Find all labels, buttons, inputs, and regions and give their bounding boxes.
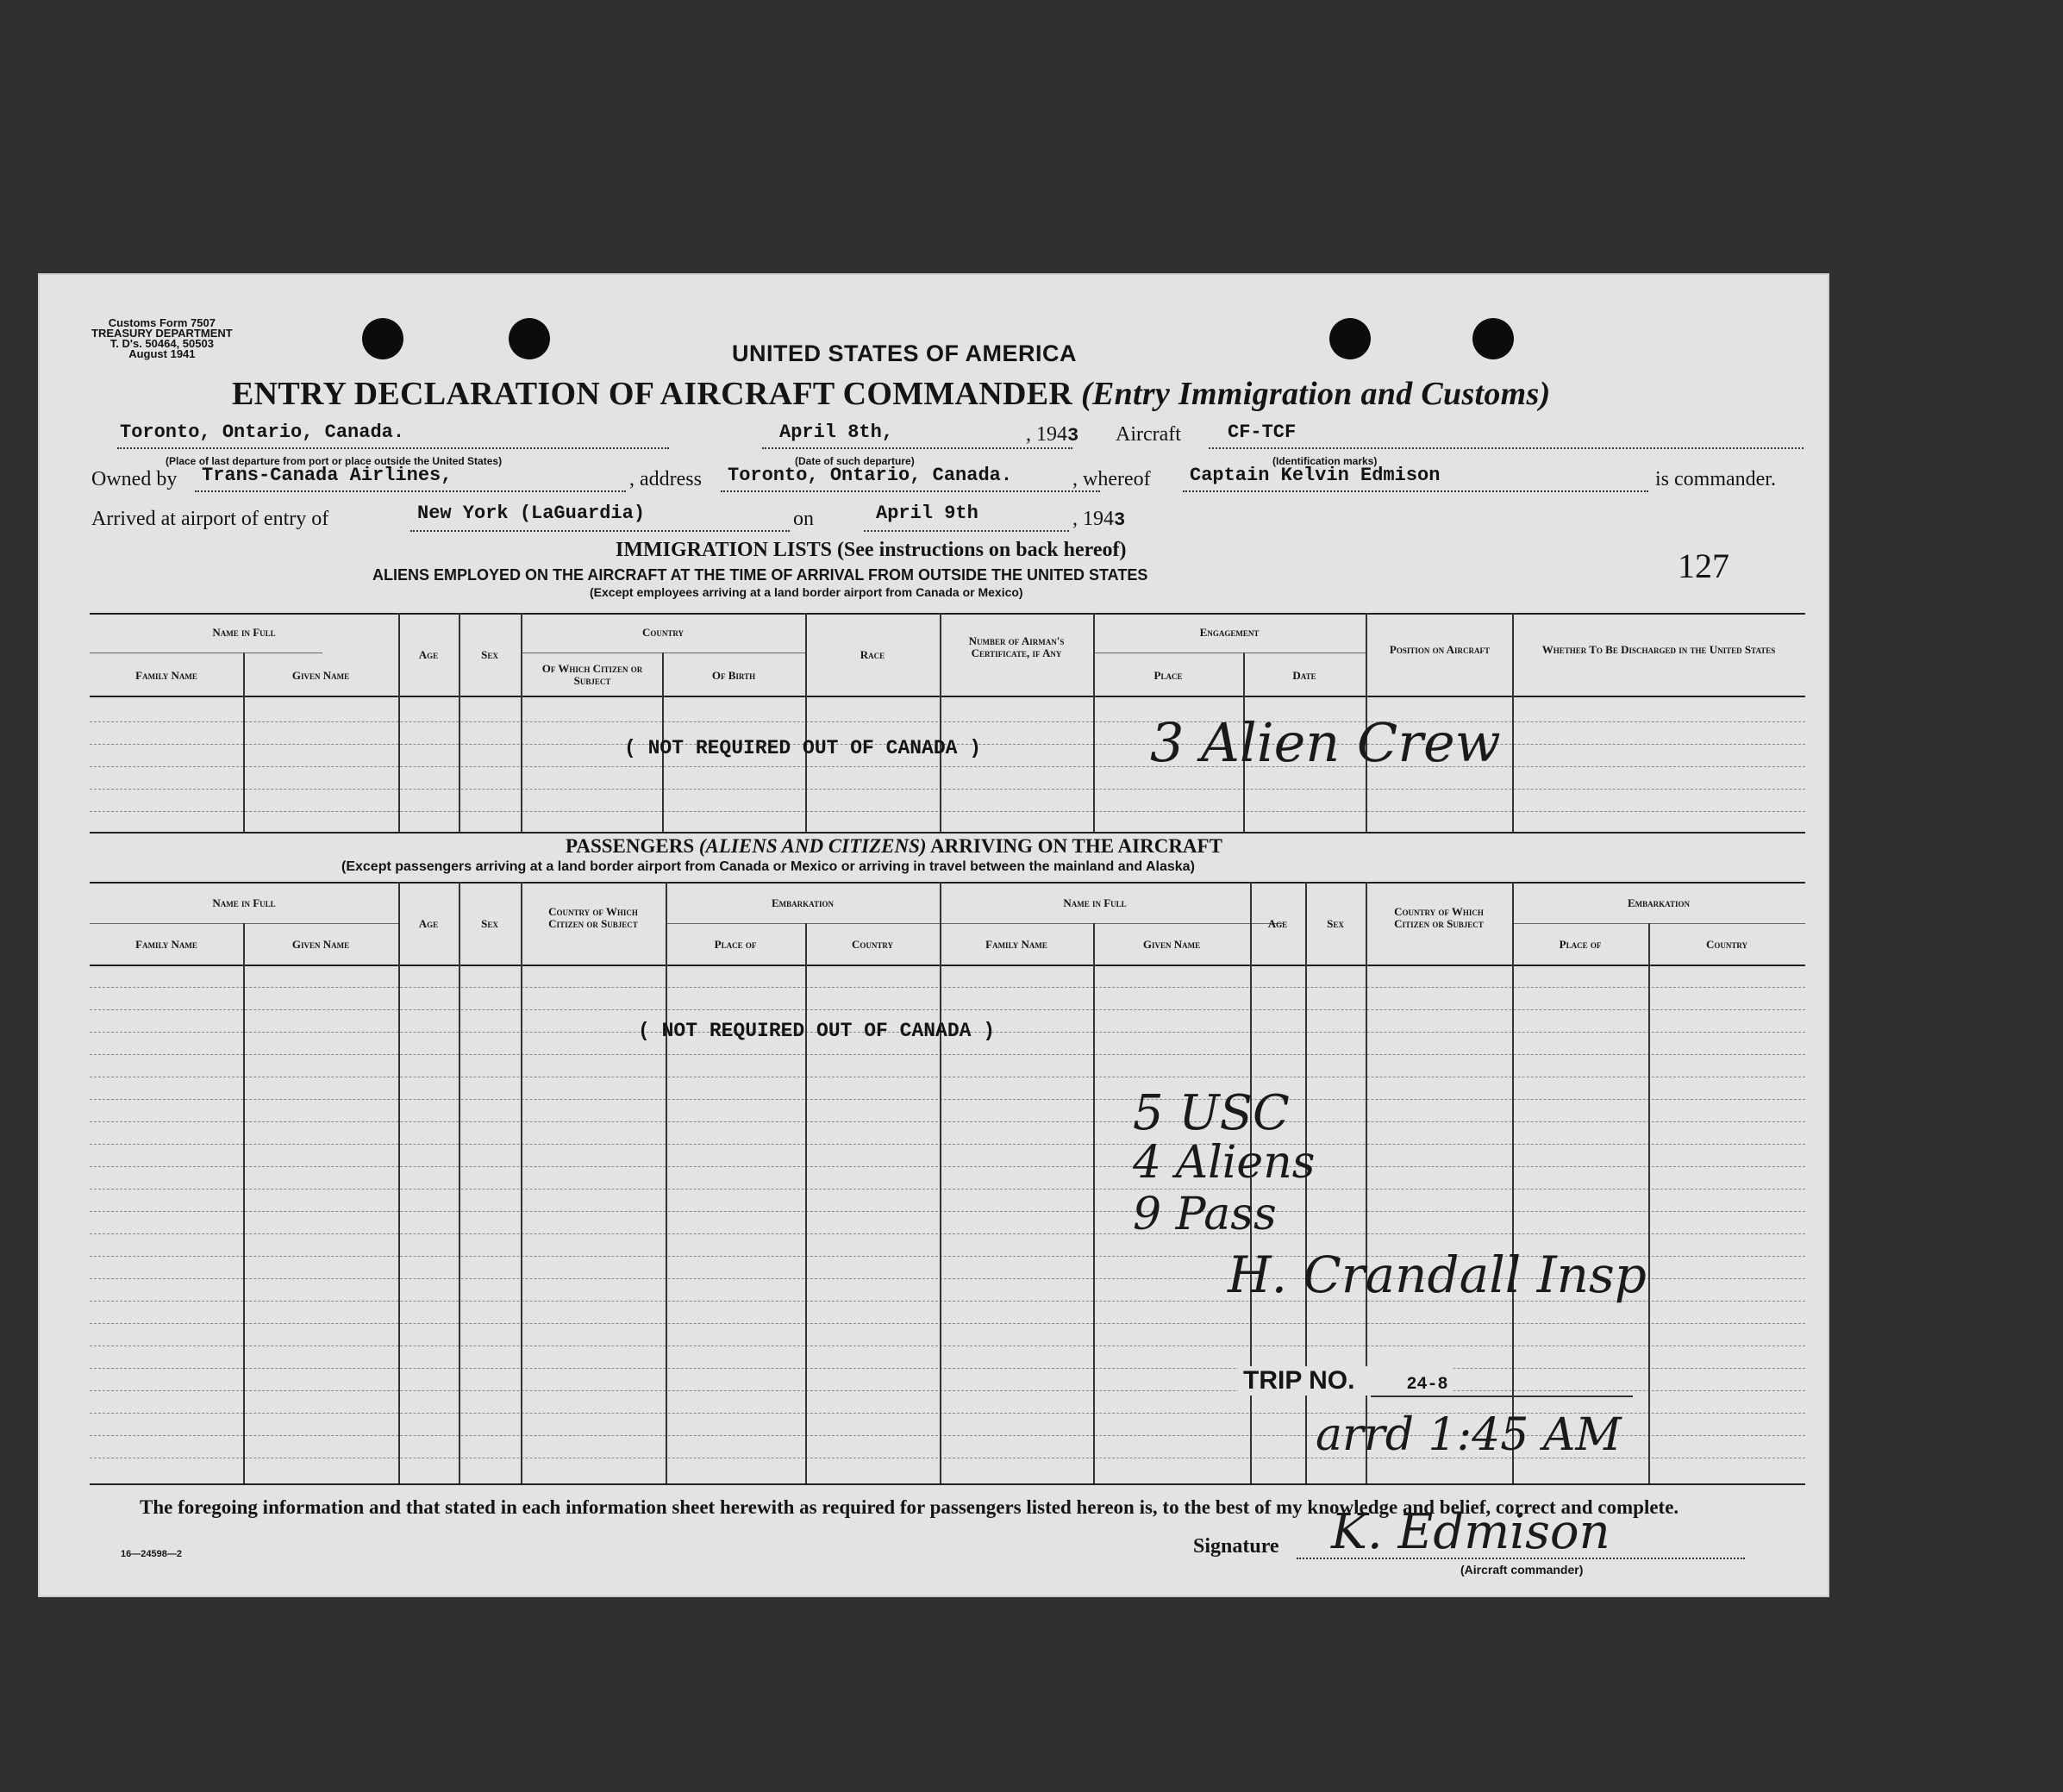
crew-stamp: ( NOT REQUIRED OUT OF CANADA ) <box>624 737 982 759</box>
country-heading: UNITED STATES OF AMERICA <box>732 340 1077 366</box>
title-main: ENTRY DECLARATION OF AIRCRAFT COMMANDER <box>232 376 1073 412</box>
commander-name: Captain Kelvin Edmison <box>1190 465 1441 486</box>
header-age: Age <box>418 648 439 661</box>
tally-citizens: 5 USC <box>1133 1085 1290 1141</box>
p-header-embarkation-2: Embarkation <box>1627 896 1690 909</box>
header-country: Country <box>641 626 685 639</box>
passengers-subnote: (Except passengers arriving at a land border airport from Canada or Mexico or arriving in travel between the mainland and Alaska) <box>341 859 1195 874</box>
arrival-label: Arrived at airport of entry of <box>91 508 329 530</box>
p-header-country: Country <box>851 938 894 951</box>
form-identifier <box>91 318 233 359</box>
owned-by-label: Owned by <box>91 468 178 490</box>
declaration-form <box>38 273 1829 1597</box>
header-given-name: Given Name <box>291 669 350 682</box>
departure-year <box>1026 423 1078 446</box>
passengers-heading <box>566 835 1222 858</box>
immigration-subheading: ALIENS EMPLOYED ON THE AIRCRAFT AT THE TIME OF ARRIVAL FROM OUTSIDE THE UNITED STATES <box>372 566 1148 584</box>
trip-number <box>1238 1366 1453 1396</box>
header-engagement: Engagement <box>1199 626 1260 639</box>
declaration-statement: The foregoing information and that stated in each information sheet herewith as required for passengers listed hereon is, to the best of my knowledge and belief, correct and complete. <box>140 1496 1679 1518</box>
year-suffix: 3 <box>1067 425 1079 446</box>
p-header-sex: Sex <box>481 917 498 930</box>
header-discharged: Whether To Be Discharged in the United States <box>1541 643 1776 656</box>
owner-address: Toronto, Ontario, Canada. <box>728 465 1013 486</box>
arrival-airport: New York (LaGuardia) <box>417 503 646 524</box>
header-citizen: Of Which Citizen or Subject <box>541 662 643 687</box>
page-number: 127 <box>1678 546 1729 585</box>
address-label: , address <box>629 468 702 490</box>
p-header-given-name: Given Name <box>291 938 350 951</box>
form-number: Customs Form 7507 <box>108 316 216 329</box>
punch-hole <box>362 318 403 359</box>
punch-hole <box>1329 318 1371 359</box>
immigration-heading-text: IMMIGRATION LISTS <box>616 539 832 561</box>
signature-caption: (Aircraft commander) <box>1460 1563 1584 1577</box>
header-family-name: Family Name <box>135 669 197 682</box>
print-code: 16—24598—2 <box>121 1549 182 1559</box>
tally-aliens: 4 Aliens <box>1133 1137 1316 1189</box>
header-birth: Of Birth <box>711 669 756 682</box>
punch-hole <box>1472 318 1514 359</box>
aircraft-label: Aircraft <box>1116 423 1181 446</box>
departure-date: April 8th, <box>779 421 894 443</box>
td-numbers: T. D's. 50464, 50503 <box>109 337 214 350</box>
immigration-heading <box>616 539 1126 562</box>
tally-passengers: 9 Pass <box>1133 1189 1277 1240</box>
arrival-time-note: arrd 1:45 AM <box>1316 1409 1622 1461</box>
header-date: Date <box>1292 669 1316 682</box>
arrival-on-label: on <box>793 508 814 530</box>
p-header-family-name-2: Family Name <box>985 938 1047 951</box>
p-header-name-in-full-2: Name in Full <box>1063 896 1127 909</box>
commander-signature: K. Edmison <box>1331 1504 1610 1560</box>
passengers-heading-rest: ARRIVING ON THE AIRCRAFT <box>930 835 1222 857</box>
passenger-stamp: ( NOT REQUIRED OUT OF CANADA ) <box>638 1020 996 1042</box>
signature-label: Signature <box>1193 1535 1279 1558</box>
form-title <box>232 375 1551 413</box>
header-position: Position on Aircraft <box>1389 643 1491 656</box>
p-header-age: Age <box>418 917 439 930</box>
p-header-sex-2: Sex <box>1327 917 1344 930</box>
year-suffix: 3 <box>1114 509 1126 531</box>
arrival-date: April 9th <box>876 503 978 524</box>
passengers-heading-italic: (ALIENS AND CITIZENS) <box>698 835 927 857</box>
p-header-citizen: Country of Which Citizen or Subject <box>548 905 638 930</box>
p-header-country-2: Country <box>1705 938 1748 951</box>
p-header-age-2: Age <box>1267 917 1288 930</box>
owner-name: Trans-Canada Airlines, <box>202 465 453 486</box>
immigration-subnote: (Except employees arriving at a land border airport from Canada or Mexico) <box>590 585 1023 599</box>
trip-label: TRIP NO. <box>1243 1366 1355 1395</box>
p-header-family-name: Family Name <box>135 938 197 951</box>
department: TREASURY DEPARTMENT <box>91 327 233 340</box>
punch-hole <box>509 318 550 359</box>
inspector-signature: H. Crandall Insp <box>1228 1246 1647 1304</box>
p-header-given-name-2: Given Name <box>1142 938 1201 951</box>
p-header-embarkation: Embarkation <box>771 896 834 909</box>
passengers-heading-text: PASSENGERS <box>566 835 695 857</box>
whereof-label: , whereof <box>1072 468 1151 490</box>
header-race: Race <box>860 648 885 661</box>
aircraft-id: CF-TCF <box>1228 421 1297 443</box>
commander-label: is commander. <box>1655 468 1776 490</box>
departure-place: Toronto, Ontario, Canada. <box>120 421 405 443</box>
header-name-in-full: Name in Full <box>212 626 276 639</box>
p-header-citizen-2: Country of Which Citizen or Subject <box>1394 905 1484 930</box>
crew-handwritten-note: 3 Alien Crew <box>1150 711 1501 774</box>
title-parenthetical: (Entry Immigration and Customs) <box>1080 376 1551 412</box>
form-date: August 1941 <box>128 347 196 360</box>
p-header-name-in-full: Name in Full <box>212 896 276 909</box>
year-prefix: , 194 <box>1026 423 1067 446</box>
header-place: Place <box>1153 669 1183 682</box>
header-sex: Sex <box>481 648 498 661</box>
year-prefix: , 194 <box>1072 508 1114 530</box>
arrival-year <box>1072 508 1125 531</box>
p-header-place-of: Place of <box>714 938 757 951</box>
departure-place-caption: (Place of last departure from port or place outside the United States) <box>166 455 503 467</box>
departure-date-caption: (Date of such departure) <box>795 455 915 467</box>
aircraft-caption: (Identification marks) <box>1272 455 1378 467</box>
header-certificate: Number of Airman's Certificate, if Any <box>968 634 1065 659</box>
trip-value: 24-8 <box>1406 1375 1448 1395</box>
p-header-place-of-2: Place of <box>1559 938 1602 951</box>
immigration-heading-note: (See instructions on back hereof) <box>836 539 1127 561</box>
